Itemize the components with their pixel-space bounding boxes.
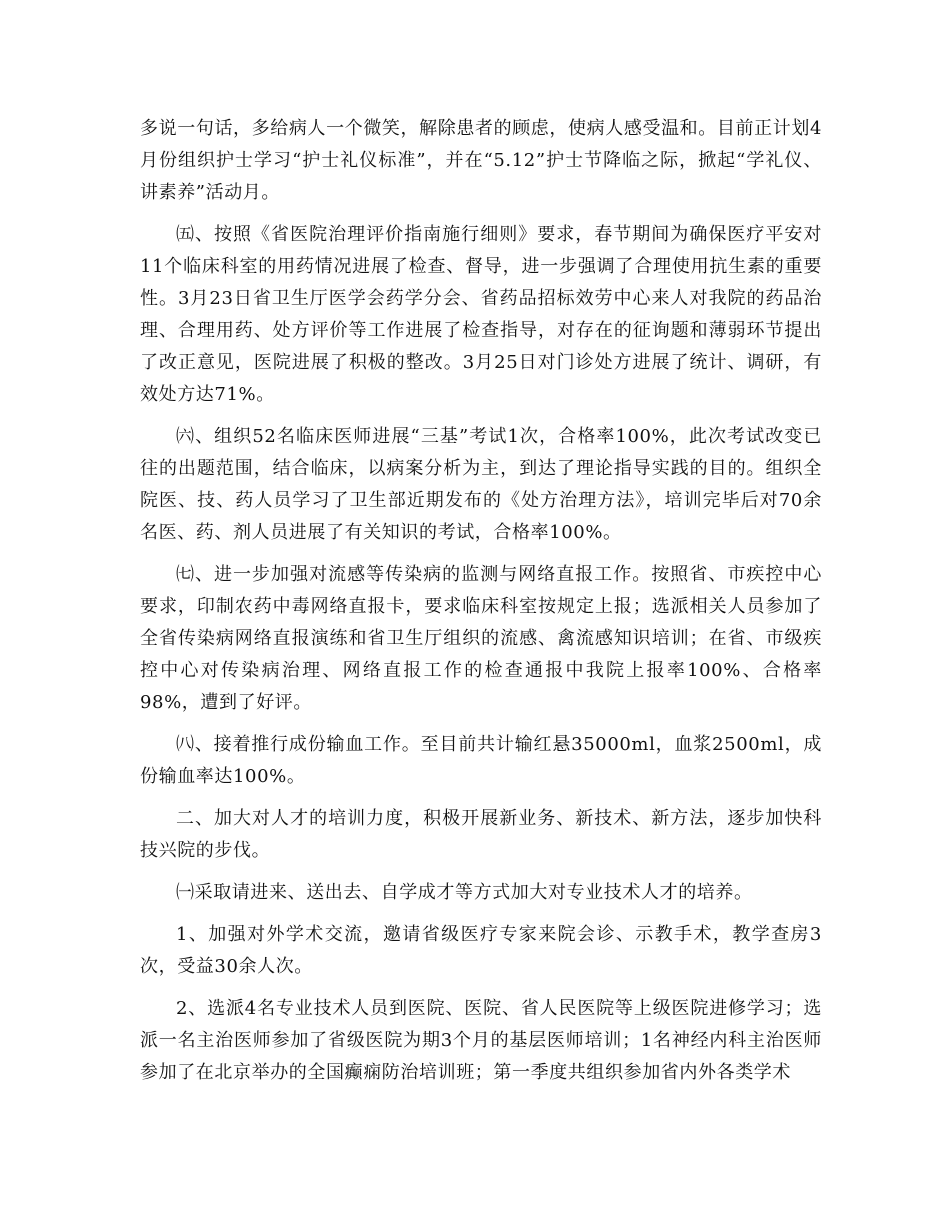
paragraph-8: 1、加强对外学术交流，邀请省级医疗专家来院会诊、示教手术，教学查房3次，受益30余人次。 [140, 924, 822, 977]
paragraph-4: ㈦、进一步加强对流感等传染病的监测与网络直报工作。按照省、市疾控中心要求，印制农药中毒网络直报卡，要求临床科室按规定上报；选派相关人员参加了全省传染病网络直报演练和省卫生厅组织的流感、禽流感知识培训；在省、市级疾控中心对传染病治理、网络直报工作的检查通报中我院上报率100%、合格率98%，遭到了好评。 [140, 564, 822, 713]
paragraph-3: ㈥、组织52名临床医师进展“三基”考试1次，合格率100%，此次考试改变已往的出题范围，结合临床，以病案分析为主，到达了理论指导实践的目的。组织全院医、技、药人员学习了卫生部近期发布的《处方治理方法》，培训完毕后对70余名医、药、剂人员进展了有关知识的考试，合格率100%。 [140, 426, 822, 543]
paragraph-5: ㈧、接着推行成份输血工作。至目前共计输红悬35000ml，血浆2500ml，成份输血率达100%。 [140, 734, 822, 787]
paragraph-9: 2、选派4名专业技术人员到医院、医院、省人民医院等上级医院进修学习；选派一名主治医师参加了省级医院为期3个月的基层医师培训；1名神经内科主治医师参加了在北京举办的全国癫痫防治培训班；第一季度共组织参加省内外各类学术 [140, 998, 822, 1083]
paragraph-2: ㈤、按照《省医院治理评价指南施行细则》要求，春节期间为确保医疗平安对11个临床科室的用药情况进展了检查、督导，进一步强调了合理使用抗生素的重要性。3月23日省卫生厅医学会药学分会、省药品招标效劳中心来人对我院的药品治理、合理用药、处方评价等工作进展了检查指导，对存在的征询题和薄弱环节提出了改正意见，医院进展了积极的整改。3月25日对门诊处方进展了统计、调研，有效处方达71%。 [140, 224, 822, 405]
paragraph-7: ㈠采取请进来、送出去、自学成才等方式加大对专业技术人才的培养。 [176, 882, 753, 903]
paragraph-6: 二、加大对人才的培训力度，积极开展新业务、新技术、新方法，逐步加快科技兴院的步伐。 [140, 808, 822, 861]
paragraph-1: 多说一句话，多给病人一个微笑，解除患者的顾虑，使病人感受温和。目前正计划4月份组织护士学习“护士礼仪标准”，并在“5.12”护士节降临之际，掀起“学礼仪、讲素养”活动月。 [140, 118, 822, 203]
document-body [140, 113, 822, 1099]
